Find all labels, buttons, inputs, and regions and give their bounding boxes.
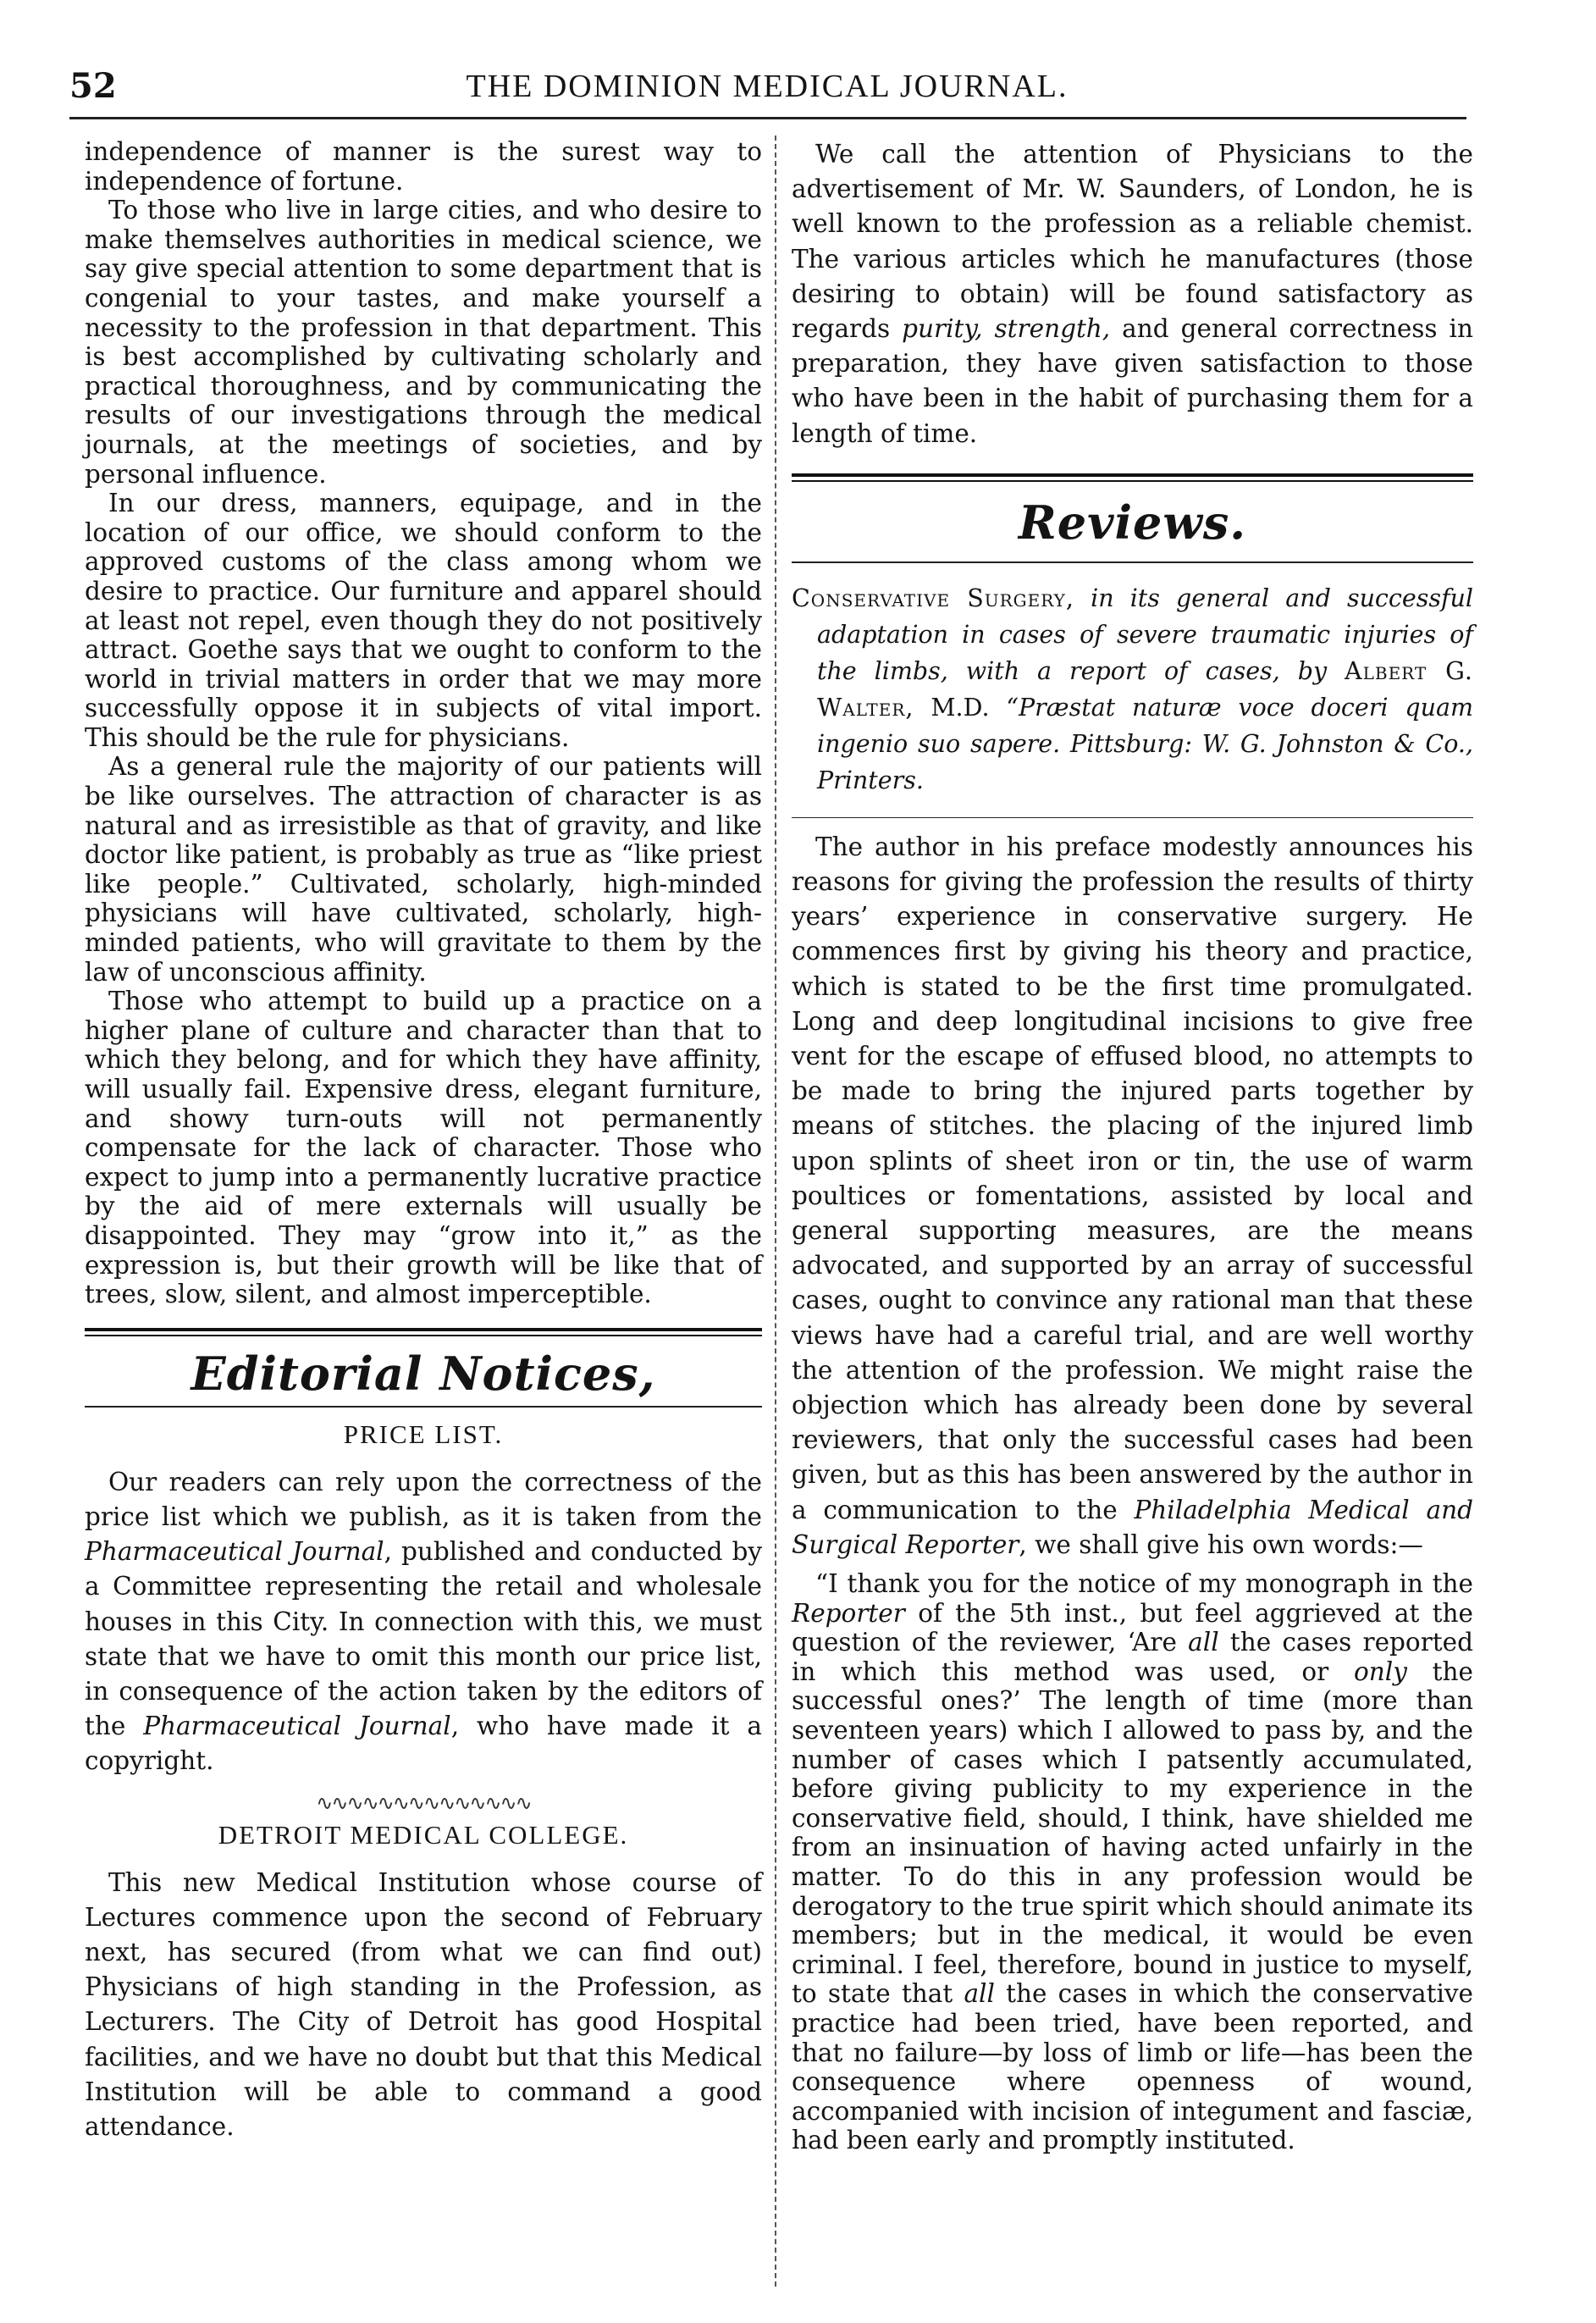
text-run: the cases reported in which this method was used, or bbox=[792, 1628, 1473, 1686]
detroit-college-heading: DETROIT MEDICAL COLLEGE. bbox=[218, 1819, 629, 1850]
journal-name: Philadelphia Medical and Surgical Reporter bbox=[792, 1495, 1473, 1559]
detroit-college-text: This new Medical Institution whose course of Lectures commence upon the second of February next, has secured (from what we can find out) Physicians of high standing in the Profession, as Lecturers. The City of Detroit has good Hospital facilities, and we have no doubt but that this Medical Institution will be able to command a good attendance. bbox=[85, 1867, 762, 2141]
author-quote bbox=[792, 1569, 1473, 2155]
running-head bbox=[69, 66, 1465, 117]
review-paragraph bbox=[792, 830, 1473, 1562]
text-run: , we shall give his own words:— bbox=[1019, 1529, 1423, 1559]
review-publisher: Pittsburg: W. G. Johnston & Co., Printers. bbox=[817, 729, 1473, 794]
price-list-text bbox=[85, 1465, 762, 1779]
italic-run: all bbox=[964, 1979, 995, 2009]
text-run: Our readers can rely upon the correctness of the price list which we publish, as it is taken from the bbox=[85, 1467, 762, 1531]
text-run: of the 5th inst., but feel aggrieved at the question of the reviewer, ‘Are bbox=[792, 1598, 1473, 1657]
text-run: , who have made it a copyright. bbox=[85, 1712, 763, 1776]
paragraph: In our dress, manners, equipage, and in the location of our office, we should conform to the approved customs of the class among whom we desire to practice. Our furniture and apparel should at least not repel, even though they do not positively attract. Goethe says that we ought to conform to the world in trivial matters in order that we may more successfully oppose it in subjects of vital import. This should be the rule for physicians. bbox=[85, 489, 762, 752]
review-title: Conservative Surgery, bbox=[792, 584, 1074, 612]
column-divider bbox=[775, 136, 776, 2287]
right-column bbox=[792, 137, 1473, 2155]
journal-name: Pharmaceutical Journal bbox=[85, 1537, 384, 1567]
text-run: and general correctness in preparation, they have given satisfaction to those who have been in the habit of purchasing them for a length of time. bbox=[792, 314, 1473, 448]
review-citation bbox=[792, 580, 1473, 799]
text-run: , published and conducted by a Committee representing the retail and wholesale houses in this City. In connection with this, we must state that we have to omit this month our price list, in consequence of the action taken by the editors of the bbox=[85, 1537, 762, 1741]
review-subtitle: in its general and successful adaptation in cases of severe traumatic injuries of the limbs, with a report of cases, by bbox=[817, 584, 1473, 685]
page-number: 52 bbox=[69, 66, 117, 106]
header-rule bbox=[69, 117, 1466, 119]
section-rule bbox=[85, 1406, 762, 1408]
review-degree: M.D. bbox=[914, 693, 1007, 722]
text-run: the successful ones?’ The length of time (more than seventeen years) which I allowed to pass by, and the number of cases which I patsently accumulated, before giving publicity to my experience in the conservative field, should, I think, have shielded me from an insinuation of having acted unfairly in the matter. To do this in any profession would be derogatory to the true spirit which should animate its members; but in the medical, it would be even criminal. I feel, therefore, bound in justice to myself, to state that bbox=[792, 1657, 1474, 2009]
italic-run: only bbox=[1354, 1657, 1407, 1686]
review-author: Albert G. Walter, bbox=[817, 656, 1473, 722]
section-rule bbox=[792, 561, 1473, 563]
reviews-heading: Reviews. bbox=[1018, 495, 1247, 550]
text-run: the cases in which the conservative practice had been tried, have been reported, and that no failure—by loss of limb or life—has been the consequence where openness of wound, accompanied with incision of integument and fasciæ, had been early and promptly instituted. bbox=[792, 1979, 1473, 2155]
saunders-notice bbox=[792, 137, 1473, 451]
italic-run: purity, strength, bbox=[902, 314, 1111, 344]
paragraph: Those who attempt to build up a practice on a higher plane of culture and character than that to which they belong, and for which they have affinity, will usually fail. Expensive dress, elegant furniture, and showy turn-outs will not permanently compensate for the lack of character. Those who expect to jump into a permanently lucrative practice by the aid of mere externals will usually be disappointed. They may “grow into it,” as the expression is, but their growth will be like that of trees, slow, silent, and almost imperceptible. bbox=[85, 987, 762, 1309]
review-motto: “Præstat naturæ voce doceri quam ingenio suo sapere. bbox=[817, 693, 1473, 758]
editorial-notices-heading: Editorial Notices, bbox=[191, 1346, 656, 1401]
section-rule bbox=[85, 1328, 762, 1336]
paragraph: independence of manner is the surest way to independence of fortune. bbox=[85, 137, 762, 196]
journal-name: Pharmaceutical Journal bbox=[143, 1712, 451, 1741]
price-list-heading: PRICE LIST. bbox=[343, 1419, 504, 1449]
paragraph: To those who live in large cities, and who desire to make themselves authorities in medical science, we say give special attention to some department that is congenial to your tastes, and make yourself a necessity to the profession in that department. This is best accomplished by cultivating scholarly and practical thoroughness, and by communicating the results of our investigations through the medical journals, at the meetings of societies, and by personal influence. bbox=[85, 196, 762, 489]
text-run: “I thank you for the notice of my monograph in the bbox=[815, 1569, 1473, 1599]
journal-title: THE DOMINION MEDICAL JOURNAL. bbox=[466, 69, 1069, 104]
text-run: The author in his preface modestly announces his reasons for giving the profession the results of thirty years’ experience in conservative surgery. He commences first by giving his theory and practice, which is stated to be the first time promulgated. Long and deep longitudinal incisions to give free vent for the escape of effused blood, no attempts to be made to bring the injured parts together by means of stitches. the placing of the injured limb upon splints of sheet iron or tin, the use of warm poultices or fomentations, assisted by local and general supporting measures, are the means advocated, and supported by an array of successful cases, ought to convince any rational man that these views have had a careful trial, and are well worthy the attention of the profession. We might raise the objection which has already been done by several reviewers, that only the successful cases had been given, but as this has been answered by the author in a communication to the bbox=[792, 832, 1473, 1524]
section-rule bbox=[792, 473, 1473, 482]
italic-run: Reporter bbox=[792, 1598, 905, 1628]
italic-run: all bbox=[1188, 1628, 1219, 1657]
citation-rule bbox=[792, 817, 1473, 818]
wave-ornament: ∿∿∿∿∿∿∿∿∿∿∿∿∿∿ bbox=[316, 1790, 531, 1815]
text-run: We call the attention of Physicians to the advertisement of Mr. W. Saunders, of London, he is well known to the profession as a reliable chemist. The various articles which he manufactures (those desiring to obtain) will be found satisfactory as regards bbox=[792, 140, 1473, 344]
left-column bbox=[85, 137, 762, 2144]
paragraph: As a general rule the majority of our patients will be like ourselves. The attraction of character is as natural and as irresistible as that of gravity, and like doctor like patient, is probably as true as “like priest like people.” Cultivated, scholarly, high-minded physicians will have cultivated, scholarly, high-minded patients, who will gravitate to them by the law of unconscious affinity. bbox=[85, 752, 762, 987]
